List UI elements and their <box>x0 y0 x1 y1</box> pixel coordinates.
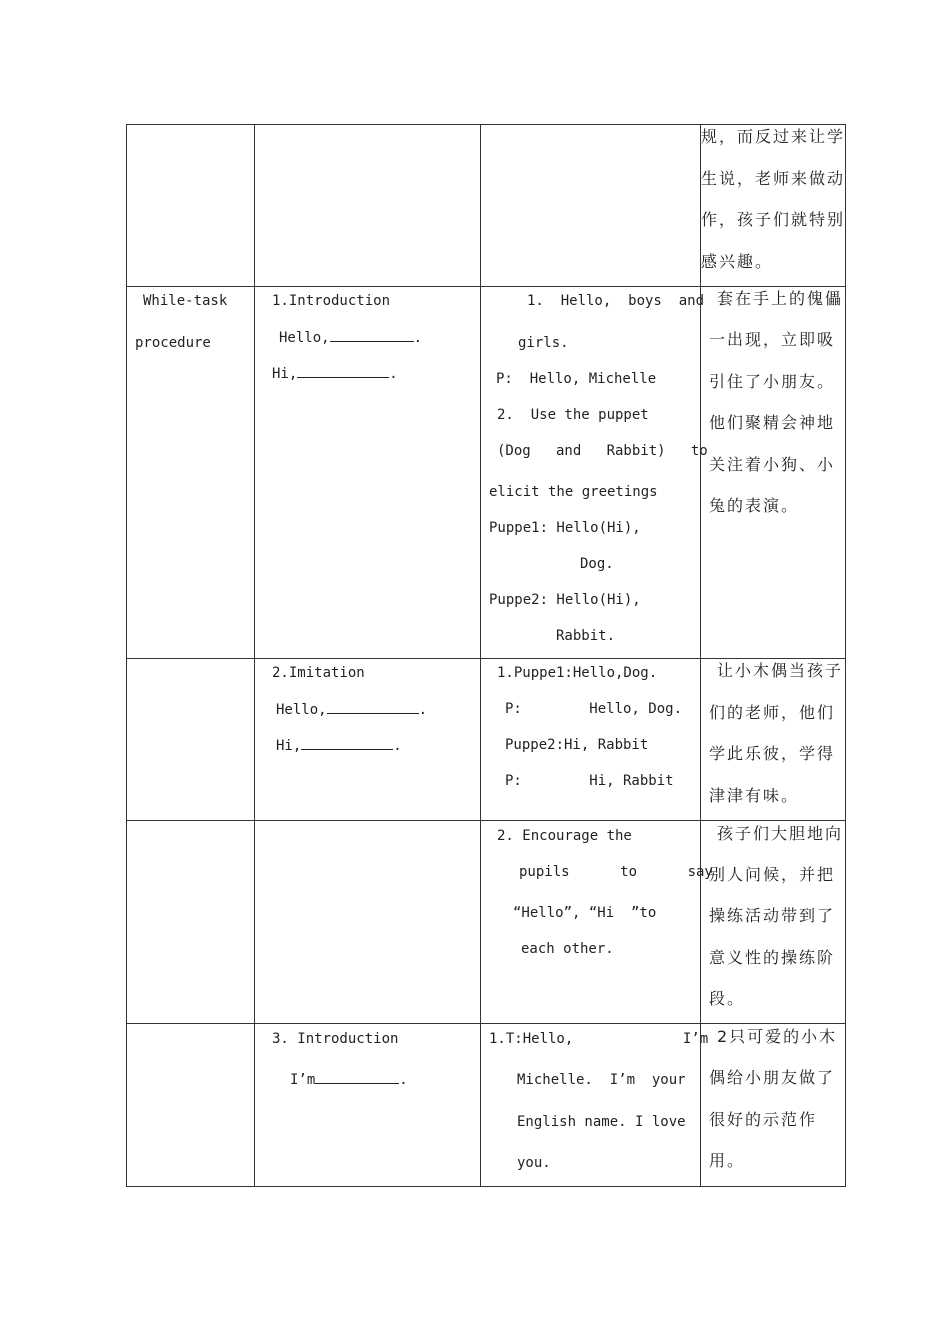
procedure-line: “Hello”, “Hi ”to <box>513 905 657 921</box>
comment-line: 让小木偶当孩子 <box>717 661 844 680</box>
comment-line: 孩子们大胆地向 <box>717 824 844 843</box>
comment-line: 兔的表演。 <box>709 496 800 515</box>
comment-line: 他们聚精会神地 <box>709 413 836 432</box>
comment-line: 用。 <box>709 1151 746 1170</box>
comment-line: 引住了小朋友。 <box>709 372 836 391</box>
procedure-line: Rabbit. <box>556 628 616 644</box>
comment-line: 别人问候，并把 <box>709 865 836 884</box>
content-line: Hi, . <box>272 366 398 382</box>
procedure-line: Dog. <box>580 556 614 572</box>
procedure-line: Michelle. I’m your <box>517 1072 686 1088</box>
procedure-line: (Dog and Rabbit) to <box>497 443 708 459</box>
comment-line: 作，孩子们就特别 <box>701 210 846 229</box>
comment-line: 津津有味。 <box>709 786 800 805</box>
procedure-line: each other. <box>521 941 614 957</box>
procedure-line: P: Hello, Dog. <box>505 701 683 717</box>
stage-label: While-task <box>143 293 228 309</box>
procedure-line: 1.Puppe1:Hello,Dog. <box>497 665 658 681</box>
content-heading: 2.Imitation <box>272 665 365 681</box>
procedure-line: elicit the greetings <box>489 484 658 500</box>
comment-line: 2只可爱的小木 <box>717 1027 838 1046</box>
procedure-line: P: Hi, Rabbit <box>505 773 674 789</box>
procedure-line: Puppe1: Hello(Hi), <box>489 520 641 536</box>
procedure-line: pupils to say <box>519 864 713 880</box>
procedure-line: 2. Use the puppet <box>497 407 649 423</box>
comment-line: 偶给小朋友做了 <box>709 1068 836 1087</box>
procedure-line: P: Hello, Michelle <box>496 371 657 387</box>
comment-line: 规，而反过来让学 <box>701 127 846 146</box>
procedure-line: Puppe2: Hello(Hi), <box>489 592 641 608</box>
content-heading: 3. Introduction <box>272 1031 399 1047</box>
comment-line: 感兴趣。 <box>701 252 774 271</box>
content-heading: 1.Introduction <box>272 293 391 309</box>
comment-line: 关注着小狗、小 <box>709 455 836 474</box>
comment-line: 操练活动带到了 <box>709 906 836 925</box>
comment-line: 意义性的操练阶 <box>709 948 836 967</box>
comment-line: 一出现，立即吸 <box>709 330 836 349</box>
comment-line: 生说，老师来做动 <box>701 169 846 188</box>
content-line: Hi, . <box>276 738 402 754</box>
procedure-line: girls. <box>518 335 569 351</box>
procedure-line: 2. Encourage the <box>497 828 632 844</box>
comment-line: 们的老师，他们 <box>709 703 836 722</box>
procedure-line: you. <box>517 1155 551 1171</box>
stage-label: procedure <box>135 335 211 351</box>
procedure-line: 1. Hello, boys and <box>527 293 705 309</box>
content-line: Hello, . <box>279 330 423 346</box>
content-line: Hello, . <box>276 702 428 718</box>
comment-line: 段。 <box>709 989 746 1008</box>
procedure-line: Puppe2:Hi, Rabbit <box>505 737 649 753</box>
comment-line: 套在手上的傀儡 <box>717 289 844 308</box>
comment-line: 很好的示范作 <box>709 1110 818 1129</box>
comment-line: 学此乐彼，学得 <box>709 744 836 763</box>
procedure-line: 1.T:Hello, I’m <box>489 1031 709 1047</box>
procedure-line: English name. I love <box>517 1114 686 1130</box>
content-line: I’m . <box>290 1072 408 1088</box>
